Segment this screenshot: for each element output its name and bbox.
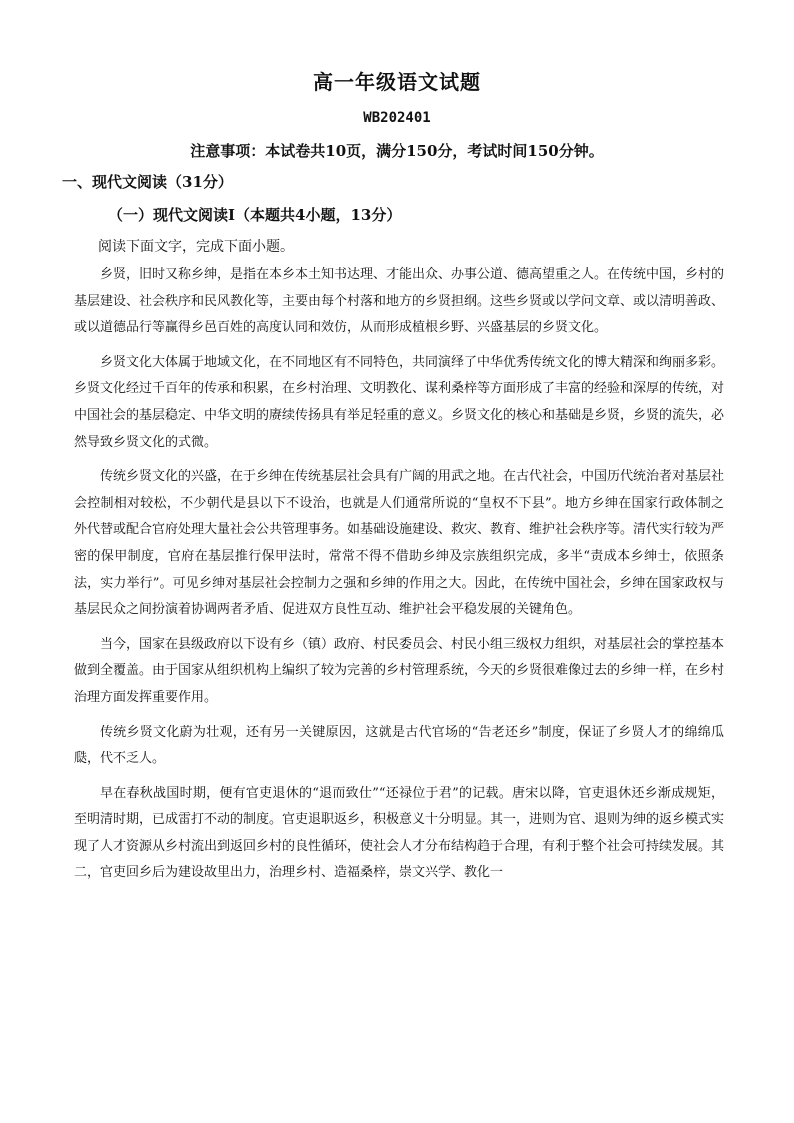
passage-paragraph: 早在春秋战国时期，便有官吏退休的“退而致仕”“还禄位于君”的记载。唐宋以降，官吏退休还乡渐成规矩，至明清时期，已成雷打不动的制度。官吏退职返乡，积极意义十分明显。其一，进则为官、退则为绅的返乡模式实现了人才资源从乡村流出到返回乡村的良性循环，使社会人才分布结构趋于合理，有利于整个社会可持续发展。其二，官吏回乡后为建设故里出力，治理乡村、造福桑梓，崇文兴学、教化一 (74, 785, 725, 881)
passage-body (74, 262, 724, 895)
passage-paragraph: 传统乡贤文化的兴盛，在于乡绅在传统基层社会具有广阔的用武之地。在古代社会，中国历代统治者对基层社会控制相对较松，不少朝代是县以下不设治，也就是人们通常所说的“皇权不下县”。地方乡绅在国家行政体制之外代替或配合官府处理大量社会公共管理事务。如基础设施建设、救灾、教育、维护社会秩序等。清代实行较为严密的保甲制度，官府在基层推行保甲法时，常常不得不借助乡绅及宗族组织完成，多半“责成本乡绅士，依照条法，实力举行”。可见乡绅对基层社会控制力之强和乡绅的作用之大。因此，在传统中国社会，乡绅在国家政权与基层民众之间扮演着协调两者矛盾、促进双方良性互动、维护社会平稳发展的关键角色。 (74, 469, 725, 618)
exam-code: WB202401 (363, 110, 431, 126)
section-heading: 一、现代文阅读（31分） (62, 173, 233, 191)
passage-paragraph: 传统乡贤文化蔚为壮观，还有另一关键原因，这就是古代官场的“告老还乡”制度，保证了乡贤人才的绵绵瓜瓞，代不乏人。 (74, 724, 724, 767)
exam-title: 高一年级语文试题 (313, 70, 481, 94)
reading-instruction: 阅读下面文字，完成下面小题。 (98, 239, 294, 255)
passage-paragraph: 乡贤文化大体属于地域文化，在不同地区有不同特色，共同演绎了中华优秀传统文化的博大精深和绚丽多彩。乡贤文化经过千百年的传承和积累，在乡村治理、文明教化、谋利桑梓等方面形成了丰富的经验和深厚的传统，对中国社会的基层稳定、中华文明的赓续传扬具有举足轻重的意义。乡贤文化的核心和基础是乡贤，乡贤的流失，必然导致乡贤文化的式微。 (74, 354, 725, 450)
subsection-heading: （一）现代文阅读Ⅰ（本题共4小题，13分） (108, 206, 402, 224)
exam-notice: 注意事项：本试卷共10页，满分150分，考试时间150分钟。 (190, 142, 604, 160)
passage-paragraph: 乡贤，旧时又称乡绅，是指在本乡本土知书达理、才能出众、办事公道、德高望重之人。在传统中国，乡村的基层建设、社会秩序和民风教化等，主要由每个村落和地方的乡贤担纲。这些乡贤或以学问文章、或以清明善政、或以道德品行等赢得乡邑百姓的高度认同和效仿，从而形成植根乡野、兴盛基层的乡贤文化。 (74, 267, 725, 336)
passage-paragraph: 当今，国家在县级政府以下设有乡（镇）政府、村民委员会、村民小组三级权力组织，对基层社会的掌控基本做到全覆盖。由于国家从组织机构上编织了较为完善的乡村管理系统，今天的乡贤很难像过去的乡绅一样，在乡村治理方面发挥重要作用。 (74, 636, 725, 705)
